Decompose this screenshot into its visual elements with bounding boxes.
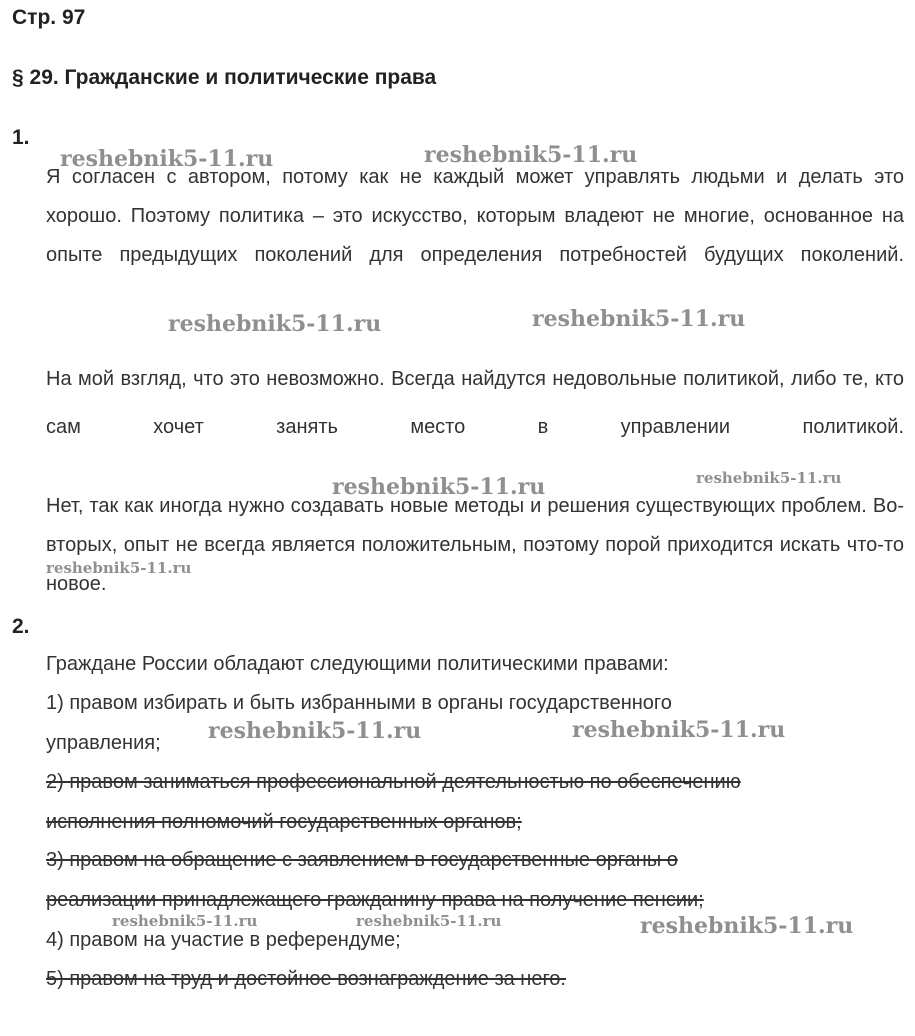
watermark: reshebnik5-11.ru — [532, 306, 746, 332]
watermark: reshebnik5-11.ru — [696, 469, 842, 487]
list-item-1-line-1: 1) правом избирать и быть избранными в органы государственного — [46, 692, 672, 714]
task-2-number: 2. — [12, 615, 30, 638]
watermark: reshebnik5-11.ru — [112, 912, 258, 930]
task-2-intro: Граждане России обладают следующими политическими правами: — [46, 653, 669, 675]
task-1-paragraph-3: Нет, так как иногда нужно создавать новые методы и решения существующих проблем. Во-вторых, опыт не всегда является положительным, поэтому порой приходится искать что-то новое. — [46, 495, 904, 595]
watermark: reshebnik5-11.ru — [640, 913, 854, 939]
list-item-1-line-2: управления; — [46, 732, 161, 754]
task-1-paragraph-1: Я согласен с автором, потому как не каждый может управлять людьми и делать это хорошо. Поэтому политика – это искусство, которым владеют не многие, основанное на опыте предыдущих поколений для определения потребностей будущих поколений. — [46, 166, 904, 266]
list-item-4: 4) правом на участие в референдуме; — [46, 929, 401, 951]
watermark: reshebnik5-11.ru — [46, 559, 192, 577]
list-item-5: 5) правом на труд и достойное вознаграждение за него. — [46, 968, 566, 990]
watermark: reshebnik5-11.ru — [332, 474, 546, 500]
watermark: reshebnik5-11.ru — [208, 718, 422, 744]
watermark: reshebnik5-11.ru — [572, 717, 786, 743]
watermark: reshebnik5-11.ru — [356, 912, 502, 930]
watermark: reshebnik5-11.ru — [424, 142, 638, 168]
task-1-number: 1. — [12, 126, 30, 149]
page-number: Стр. 97 — [12, 6, 86, 29]
section-title: § 29. Гражданские и политические права — [12, 66, 437, 89]
list-item-3-line-2: реализации принадлежащего гражданину права на получение пенсии; — [46, 889, 704, 911]
list-item-3-line-1: 3) правом на обращение с заявлением в государственные органы о — [46, 849, 678, 871]
watermark: reshebnik5-11.ru — [168, 311, 382, 337]
list-item-2-line-2: исполнения полномочий государственных органов; — [46, 811, 522, 833]
list-item-2-line-1: 2) правом заниматься профессиональной деятельностью по обеспечению — [46, 771, 741, 793]
watermark: reshebnik5-11.ru — [60, 146, 274, 172]
task-1-paragraph-2: На мой взгляд, что это невозможно. Всегда найдутся недовольные политикой, либо те, кто сам хочет занять место в управлении политикой. — [46, 368, 904, 438]
